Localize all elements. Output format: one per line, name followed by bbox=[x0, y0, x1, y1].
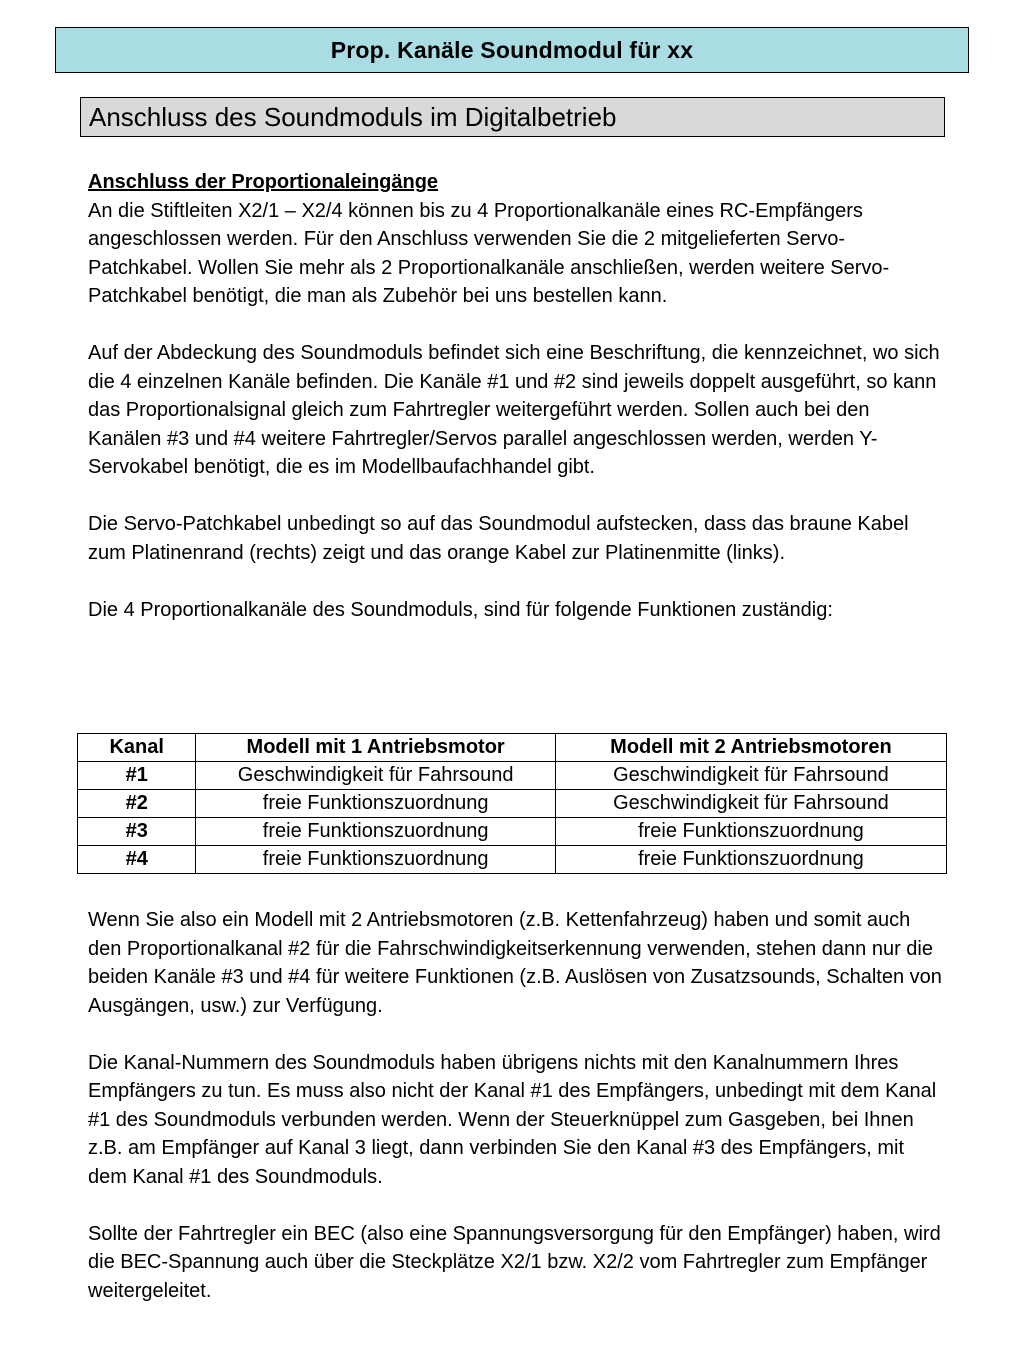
table-cell: freie Funktionszuordnung bbox=[196, 790, 555, 818]
table-header-row bbox=[78, 734, 947, 762]
channel-number: #4 bbox=[78, 846, 196, 874]
paragraph: Sollte der Fahrtregler ein BEC (also eine Spannungsversorgung für den Empfänger) haben, wird die BEC-Spannung auch über die Steckplätze X2/1 bzw. X2/2 vom Fahrtregler zum Empfänger weitergeleitet. bbox=[88, 1222, 941, 1302]
table-cell: freie Funktionszuordnung bbox=[555, 818, 946, 846]
table-row bbox=[78, 790, 947, 818]
table-cell: Geschwindigkeit für Fahrsound bbox=[555, 762, 946, 790]
section-heading: Anschluss des Soundmoduls im Digitalbetrieb bbox=[80, 97, 945, 137]
table-row bbox=[78, 846, 947, 874]
channel-function-table bbox=[77, 733, 947, 874]
paragraph: Wenn Sie also ein Modell mit 2 Antriebsmotoren (z.B. Kettenfahrzeug) haben und somit auch den Proportionalkanal #2 für die Fahrschwindigkeitserkennung verwenden, stehen dann nur die beiden Kanäle #3 und #4 für weitere Funktionen (z.B. Auslösen von Zusatzsounds, Schalten von Ausgängen, usw.) zur Verfügung. bbox=[88, 909, 942, 1017]
table-cell: Geschwindigkeit für Fahrsound bbox=[555, 790, 946, 818]
paragraph: An die Stiftleiten X2/1 – X2/4 können bis zu 4 Proportionalkanäle eines RC-Empfängers angeschlossen werden. Für den Anschluss verwenden Sie die 2 mitgelieferten Servo-Patchkabel. Wollen Sie mehr als 2 Proportionalkanäle anschließen, werden weitere Servo-Patchkabel benötigt, die man als Zubehör bei uns bestellen kann. bbox=[88, 199, 890, 307]
channel-number: #1 bbox=[78, 762, 196, 790]
channel-number: #2 bbox=[78, 790, 196, 818]
column-header-one-motor: Modell mit 1 Antriebsmotor bbox=[196, 734, 555, 762]
paragraph: Die Servo-Patchkabel unbedingt so auf das Soundmodul aufstecken, dass das braune Kabel zum Platinenrand (rechts) zeigt und das orange Kabel zur Platinenmitte (links). bbox=[88, 513, 909, 564]
table-cell: freie Funktionszuordnung bbox=[196, 818, 555, 846]
table-row bbox=[78, 818, 947, 846]
table-cell: freie Funktionszuordnung bbox=[196, 846, 555, 874]
column-header-two-motors: Modell mit 2 Antriebsmotoren bbox=[555, 734, 946, 762]
paragraph: Die Kanal-Nummern des Soundmoduls haben übrigens nichts mit den Kanalnummern Ihres Empfängers zu tun. Es muss also nicht der Kanal #1 des Empfängers, unbedingt mit dem Kanal #1 des Soundmoduls verbunden werden. Wenn der Steuerknüppel zum Gasgeben, bei Ihnen z.B. am Empfänger auf Kanal 3 liegt, dann verbinden Sie den Kanal #3 des Empfängers, mit dem Kanal #1 des Soundmoduls. bbox=[88, 1051, 937, 1188]
top-text-block bbox=[88, 168, 948, 624]
channel-number: #3 bbox=[78, 818, 196, 846]
table-cell: freie Funktionszuordnung bbox=[555, 846, 946, 874]
paragraph: Die 4 Proportionalkanäle des Soundmoduls, sind für folgende Funktionen zuständig: bbox=[88, 598, 833, 621]
table-row bbox=[78, 762, 947, 790]
document-title: Prop. Kanäle Soundmodul für xx bbox=[55, 27, 969, 73]
table-cell: Geschwindigkeit für Fahrsound bbox=[196, 762, 555, 790]
subheading: Anschluss der Proportionaleingänge bbox=[88, 171, 439, 193]
column-header-kanal: Kanal bbox=[78, 734, 196, 762]
paragraph: Auf der Abdeckung des Soundmoduls befindet sich eine Beschriftung, die kennzeichnet, wo sich die 4 einzelnen Kanäle befinden. Die Kanäle #1 und #2 sind jeweils doppelt ausgeführt, so kann das Proportionalsignal gleich zum Fahrtregler weitergeführt werden. Sollen auch bei den Kanälen #3 und #4 weitere Fahrtregler/Servos parallel angeschlossen werden, werden Y-Servokabel benötigt, die es im Modellbaufachhandel gibt. bbox=[88, 342, 940, 478]
bottom-text-block bbox=[88, 906, 948, 1305]
